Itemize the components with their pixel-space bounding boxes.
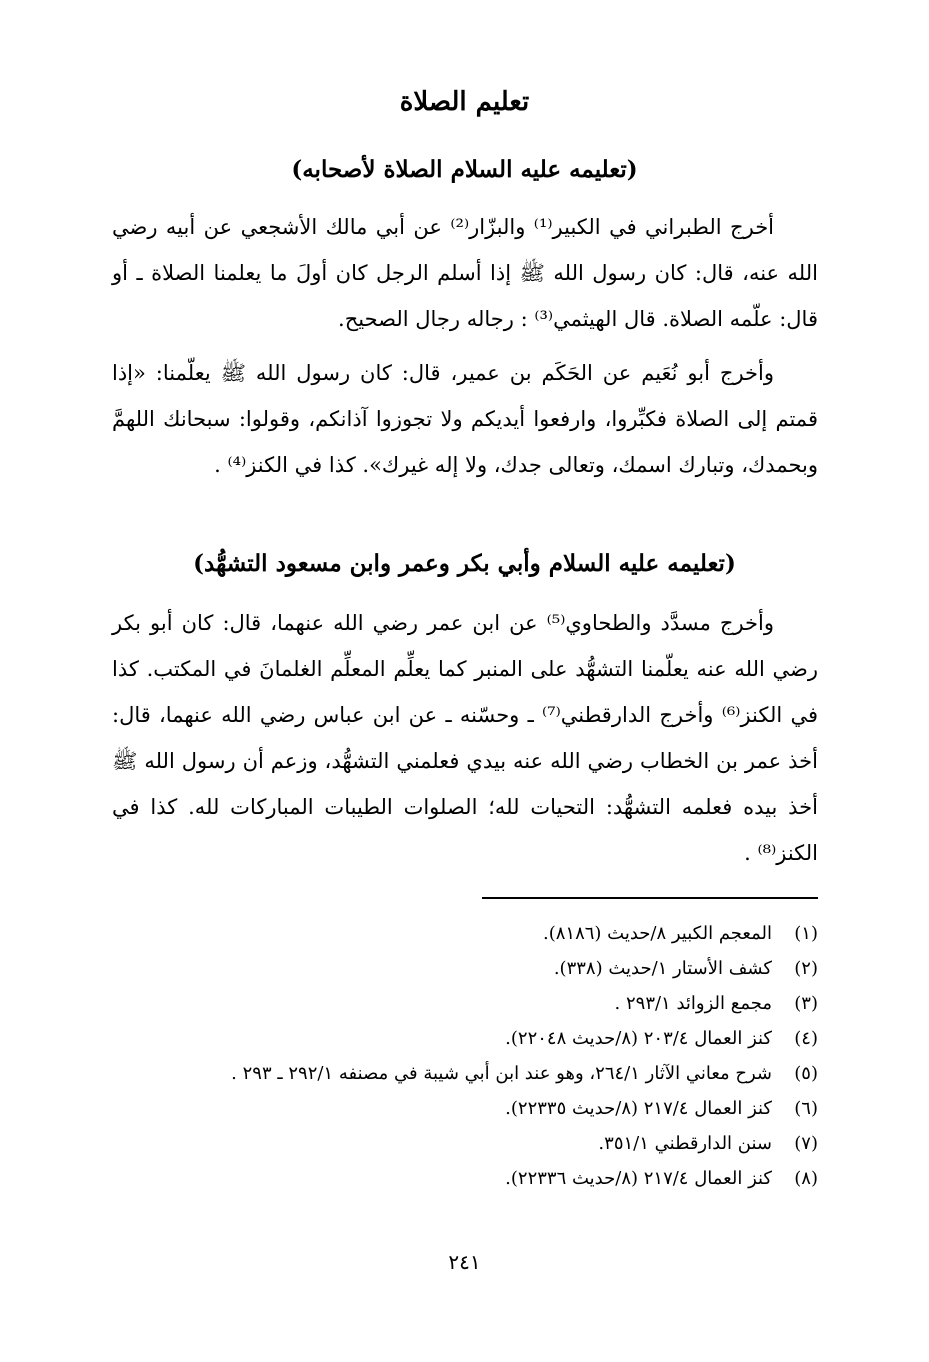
footnote-item — [112, 1161, 818, 1196]
paragraph-1: أخرج الطبراني في الكبير⁽¹⁾ والبزّار⁽²⁾ عن أبي مالك الأشجعي عن أبيه رضي الله عنه، قال: كان رسول الله ﷺ إذا أسلم الرجل كان أولَ ما يعلمنا الصلاة ـ أو قال: علّمه الصلاة. قال الهيثمي⁽³⁾ : رجاله رجال الصحيح. — [112, 215, 818, 331]
paragraph-3: وأخرج مسدَّد والطحاوي⁽⁵⁾ عن ابن عمر رضي الله عنهما، قال: كان أبو بكر رضي الله عنه يعلّمنا التشهُّد على المنبر كما يعلِّم المعلِّم الغلمانَ في المكتب. كذا في الكنز⁽⁶⁾ وأخرج الدارقطني⁽⁷⁾ ـ وحسّنه ـ عن ابن عباس رضي الله عنهما، قال: أخذ عمر بن الخطاب رضي الله عنه بيدي فعلمني التشهُّد، وزعم أن رسول الله ﷺ أخذ بيده فعلمه التشهُّد: التحيات لله؛ الصلوات الطيبات المباركات لله. كذا في الكنز⁽⁸⁾ . — [112, 611, 818, 865]
footnote-text: سنن الدارقطني ٣٥١/١. — [598, 1133, 772, 1154]
page-number: ٢٤١ — [448, 1250, 481, 1274]
footnote-text: شرح معاني الآثار ٢٦٤/١، وهو عند ابن أبي شيبة في مصنفه ٢٩٢/١ ـ ٢٩٣ . — [231, 1063, 772, 1084]
paragraph-2: وأخرج أبو نُعَيم عن الحَكَم بن عمير، قال: كان رسول الله ﷺ يعلّمنا: «إذا قمتم إلى الصلاة فكبِّروا، وارفعوا أيديكم ولا تجوزوا آذانكم، وقولوا: سبحانك اللهمَّ وبحمدك، وتبارك اسمك، وتعالى جدك، ولا إله غيرك». كذا في الكنز⁽⁴⁾ . — [112, 361, 818, 477]
footnote-number: (٣) — [794, 993, 818, 1014]
footnote-number: (١) — [794, 923, 818, 944]
footnote-number: (٤) — [794, 1028, 818, 1049]
footnote-item — [112, 1056, 818, 1091]
footnote-number: (٧) — [794, 1133, 818, 1154]
footnote-item — [112, 1126, 818, 1161]
footnote-number: (٨) — [794, 1168, 818, 1189]
footnote-number: (٦) — [794, 1098, 818, 1119]
footnote-item — [112, 1021, 818, 1056]
footnote-text: كنز العمال ٢١٧/٤ (٨/حديث ٢٢٣٣٥). — [505, 1098, 772, 1119]
footnote-text: كشف الأستار ١/حديث (٣٣٨). — [553, 958, 772, 979]
footnote-number: (٥) — [794, 1063, 818, 1084]
footnote-text: كنز العمال ٢١٧/٤ (٨/حديث ٢٢٣٣٦). — [505, 1168, 772, 1189]
footnote-item — [112, 916, 818, 951]
footnote-text: مجمع الزوائد ٢٩٣/١ . — [614, 993, 772, 1014]
section-heading-2: (تعليمه عليه السلام وأبي بكر وعمر وابن مسعود التشهُّد) — [193, 550, 736, 577]
footnote-text: المعجم الكبير ٨/حديث (٨١٨٦). — [542, 923, 772, 944]
footnote-separator — [482, 897, 818, 899]
footnote-item — [112, 986, 818, 1021]
footnote-number: (٢) — [794, 958, 818, 979]
footnote-text: كنز العمال ٢٠٣/٤ (٨/حديث ٢٢٠٤٨). — [505, 1028, 772, 1049]
section-heading-1: (تعليمه عليه السلام الصلاة لأصحابه) — [291, 156, 638, 183]
page-title: تعليم الصلاة — [399, 87, 530, 117]
footnote-item — [112, 1091, 818, 1126]
footnotes-list — [112, 916, 818, 1196]
footnote-item — [112, 951, 818, 986]
